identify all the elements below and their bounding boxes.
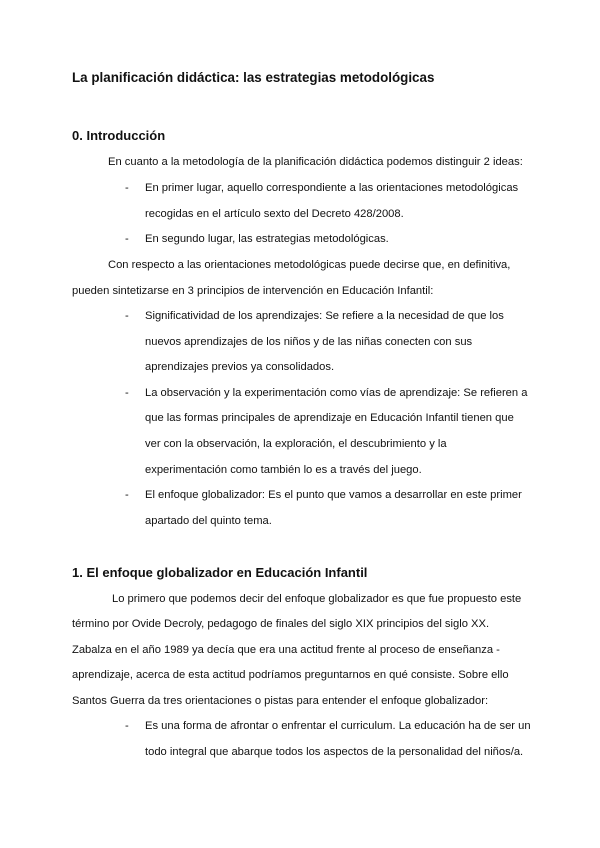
bullet-line: En primer lugar, aquello correspondiente a las orientaciones metodológicas <box>145 182 519 194</box>
bullet-dash: - <box>125 489 129 501</box>
principle-line: nuevos aprendizajes de los niños y de las niñas conecten con sus <box>145 336 473 348</box>
paragraph-line: Santos Guerra da tres orientaciones o pistas para entender el enfoque globalizador: <box>72 695 489 707</box>
paragraph-line: aprendizaje, acerca de esta actitud podríamos preguntarnos en qué consiste. Sobre ello <box>72 669 509 681</box>
bullet-dash: - <box>125 387 129 399</box>
bullet-line: recogidas en el artículo sexto del Decreto 428/2008. <box>145 208 404 220</box>
principle-line: apartado del quinto tema. <box>145 515 272 527</box>
principle-line: que las formas principales de aprendizaje en Educación Infantil tienen que <box>145 412 514 424</box>
document-title: La planificación didáctica: las estrategias metodológicas <box>72 70 435 85</box>
bullet-dash: - <box>125 310 129 322</box>
bullet-line: Es una forma de afrontar o enfrentar el curriculum. La educación ha de ser un <box>145 720 531 732</box>
paragraph-line: Zabalza en el año 1989 ya decía que era una actitud frente al proceso de enseñanza - <box>72 644 500 656</box>
section-heading-introduccion: 0. Introducción <box>72 128 166 143</box>
bullet-dash: - <box>125 182 129 194</box>
section-heading-enfoque-globalizador: 1. El enfoque globalizador en Educación Infantil <box>72 565 368 580</box>
principle-line: aprendizajes previos ya consolidados. <box>145 361 335 373</box>
paragraph-line: Lo primero que podemos decir del enfoque globalizador es que fue propuesto este <box>112 593 522 605</box>
intro-paragraph: En cuanto a la metodología de la planificación didáctica podemos distinguir 2 ideas: <box>108 156 523 168</box>
paragraph-line: pueden sintetizarse en 3 principios de intervención en Educación Infantil: <box>72 285 434 297</box>
bullet-dash: - <box>125 233 129 245</box>
principle-line: La observación y la experimentación como vías de aprendizaje: Se refieren a <box>145 387 528 399</box>
principle-line: experimentación como también lo es a través del juego. <box>145 464 422 476</box>
bullet-line: En segundo lugar, las estrategias metodológicas. <box>145 233 389 245</box>
paragraph-line: Con respecto a las orientaciones metodológicas puede decirse que, en definitiva, <box>108 259 511 271</box>
paragraph-line: término por Ovide Decroly, pedagogo de finales del siglo XIX principios del siglo XX. <box>72 618 490 630</box>
principle-line: El enfoque globalizador: Es el punto que vamos a desarrollar en este primer <box>145 489 522 501</box>
principle-line: Significatividad de los aprendizajes: Se refiere a la necesidad de que los <box>145 310 504 322</box>
bullet-line: todo integral que abarque todos los aspectos de la personalidad del niños/a. <box>145 746 524 758</box>
principle-line: ver con la observación, la exploración, el descubrimiento y la <box>145 438 447 450</box>
bullet-dash: - <box>125 720 129 732</box>
